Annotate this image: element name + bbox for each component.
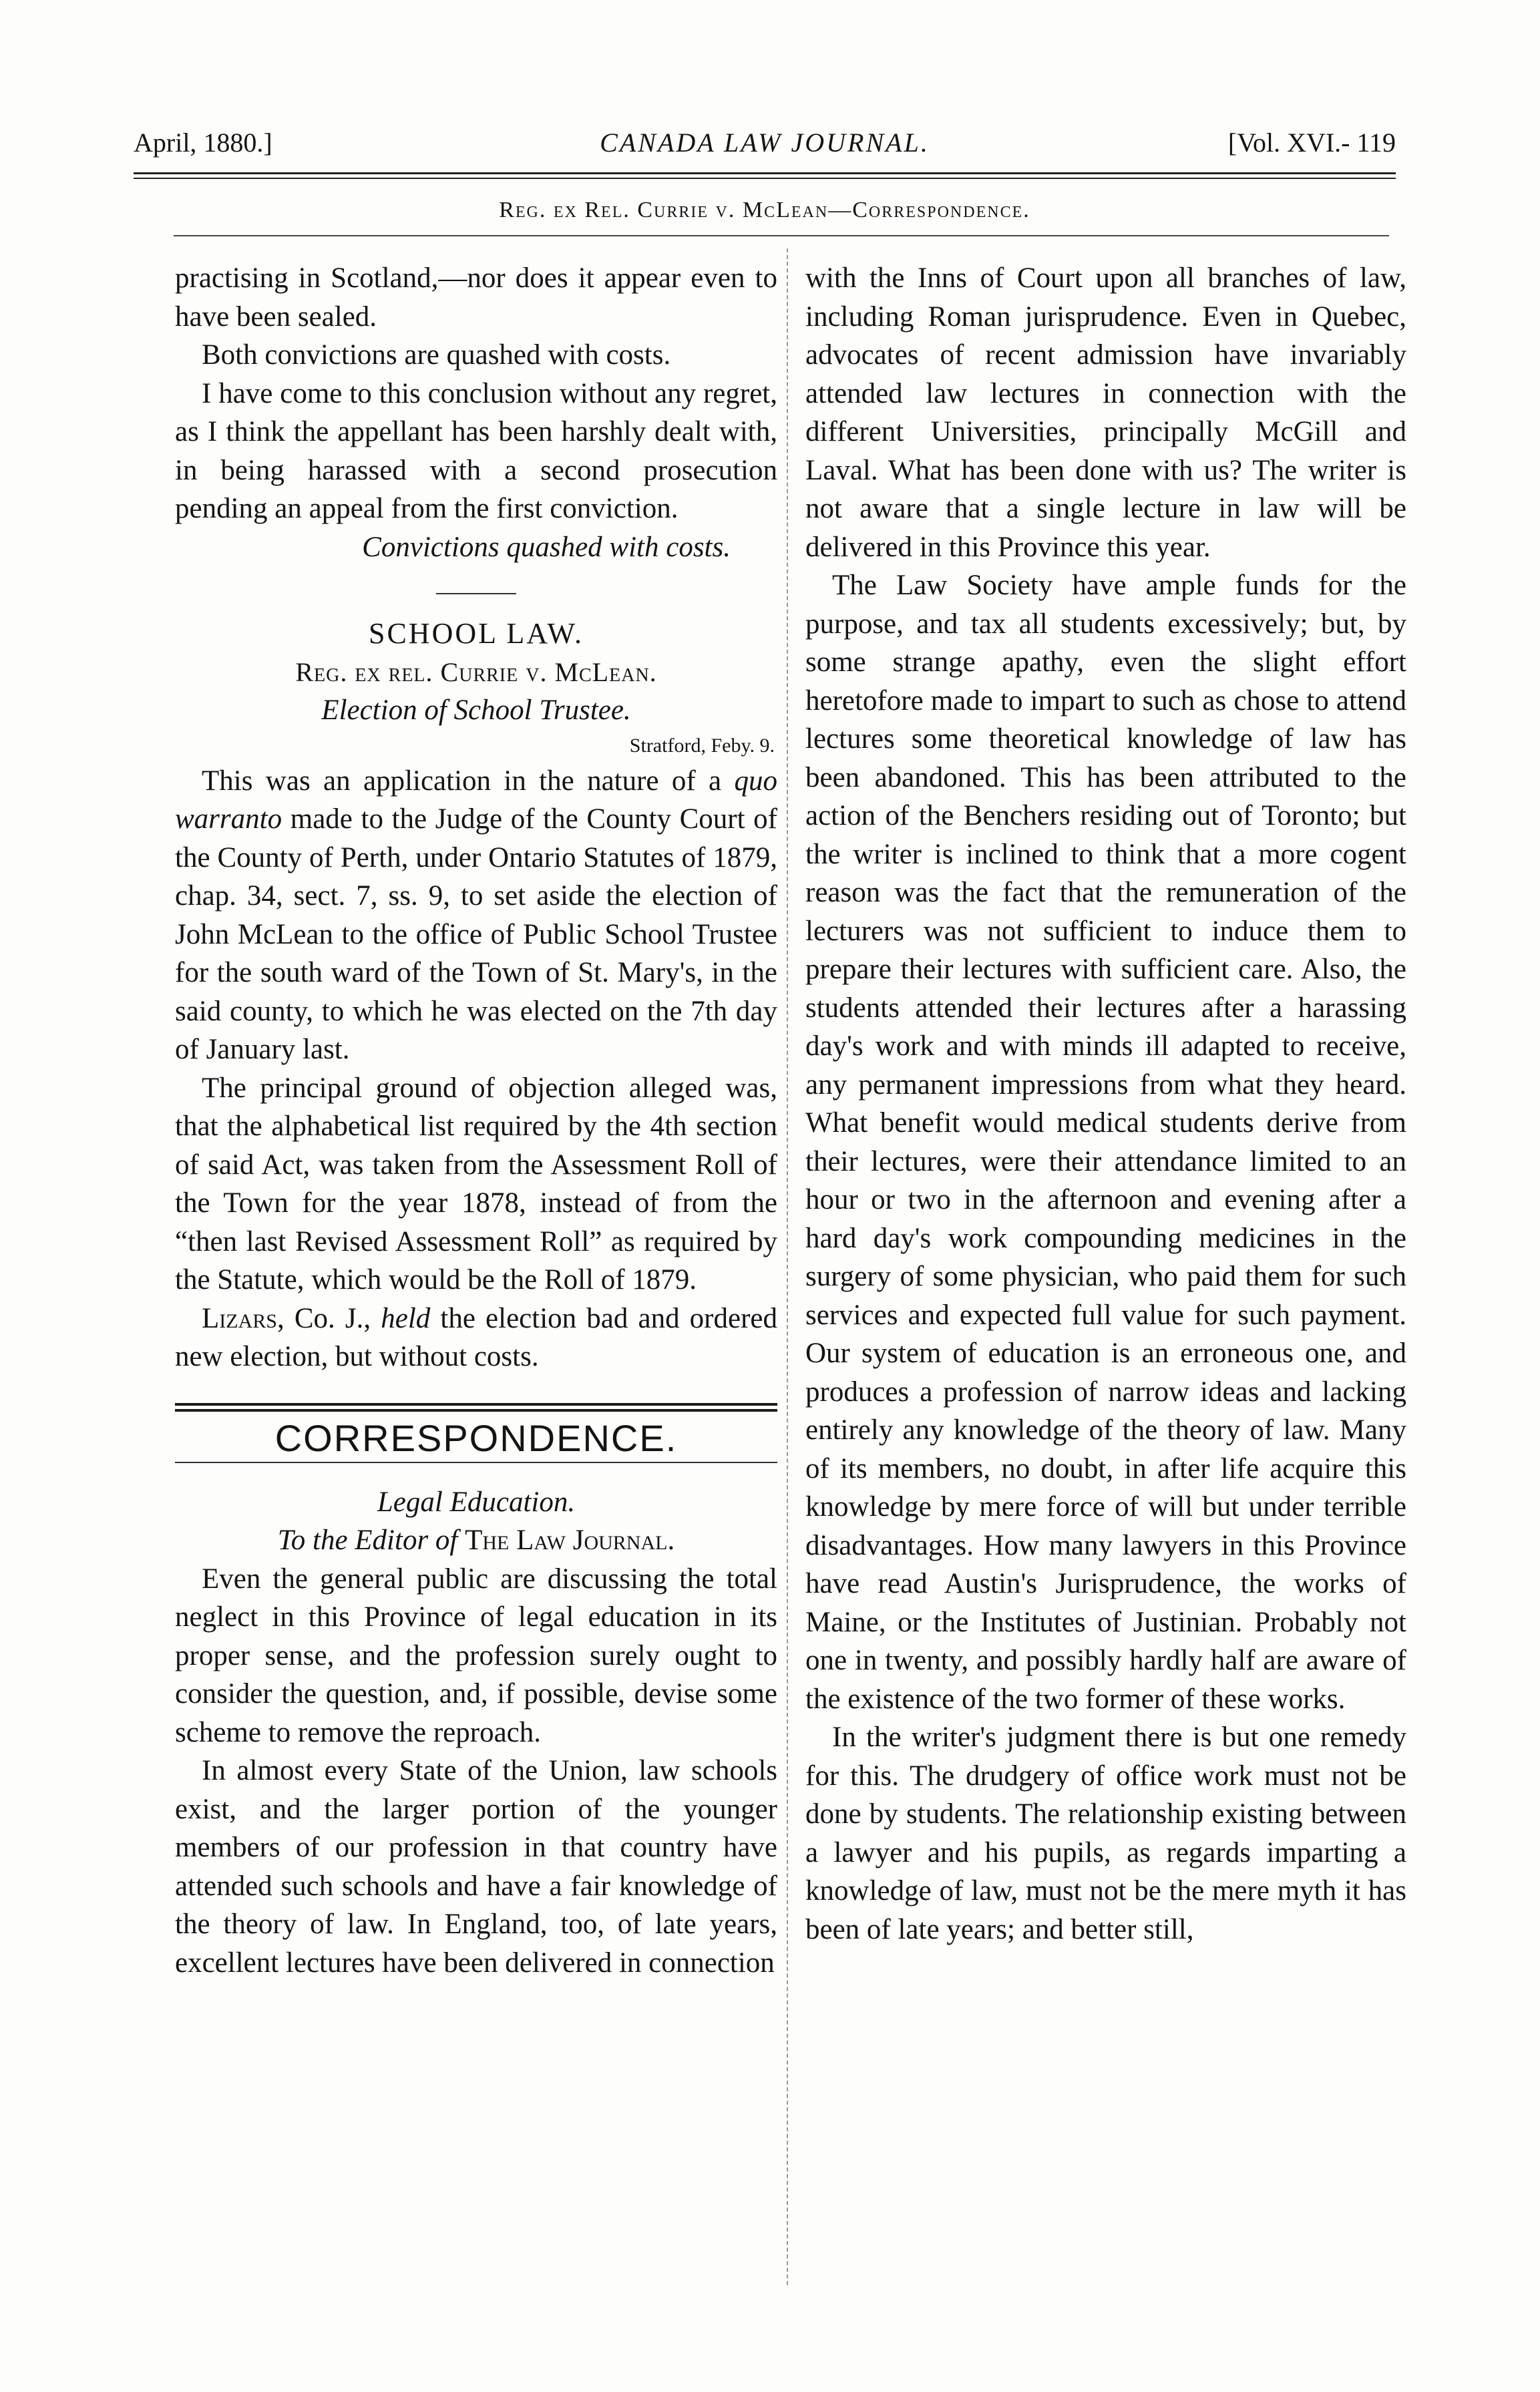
right-column <box>805 259 1406 1949</box>
case-title: Reg. ex rel. Currie v. McLean. <box>295 656 657 687</box>
header-rule <box>134 172 1396 174</box>
paragraph: The Law Society have ample funds for the purpose, and tax all students excessively; but, by some strange apathy, even the slight effort heretofore made to impart to such as chose to attend lectures some theoretical knowledge of law has been abandoned. This has been attributed to the action of the Benchers residing out of Toronto; but the writer is inclined to think that a more cogent reason was the fact that the remuneration of the lecturers was not sufficient to induce them to prepare their lectures with sufficient care. Also, the students attended their lectures after a harassing day's work and with minds ill adapted to receive, any permanent impressions from what they heard. What benefit would medical students derive from their lectures, were their attendance limited to an hour or two in the afternoon and evening after a hard day's work compounding medicines in the surgery of some physician, who paid them for such services and expected full value for such payment. Our system of education is an erroneous one, and produces a profession of narrow ideas and lacking entirely any knowledge of the theory of law. Many of its members, no doubt, in after life acquire this knowledge by mere force of will but under terrible disadvantages. How many lawyers in this Province have read Austin's Jurisprudence, the works of Maine, or the Institutes of Justinian. Probably not one in twenty, and possibly hardly half are aware of the existence of the two former of these works. <box>805 570 1406 1715</box>
issue-date: April, 1880.] <box>134 128 272 158</box>
paragraph: I have come to this conclusion without any regret, as I think the appellant has been harshly dealt with, in being harassed with a second prosecution pending an appeal from the first conviction. <box>175 377 777 524</box>
paragraph: Both convictions are quashed with costs. <box>202 339 671 371</box>
paragraph: In the writer's judgment there is but one remedy for this. The drudgery of office work must not be done by students. The relationship existing between a lawyer and his pupils, as regards imparting a knowledge of law, must not be the mere myth it has been of late years; and better still, <box>805 1722 1406 1945</box>
left-column <box>175 259 777 1982</box>
paragraph: Lizars, Co. J., held the election bad and ordered new election, but without costs. <box>175 1302 777 1372</box>
paragraph: This was an application in the nature of a quo warranto made to the Judge of the County Court of the County of Perth, under Ontario Statutes of 1879, chap. 34, sect. 7, ss. 9, to set aside the election of John McLean to the office of Public School Trustee for the south ward of the Town of St. Mary's, in the said county, to which he was elected on the 7th day of January last. <box>175 765 777 1065</box>
section-divider <box>436 593 516 594</box>
subhead-rule <box>174 235 1389 236</box>
correspondence-heading: CORRESPONDENCE. <box>274 1416 678 1459</box>
volume-page: [Vol. XVI.- 119 <box>1227 128 1396 158</box>
paragraph: In almost every State of the Union, law schools exist, and the larger portion of the younger members of our profession in that country have attended such schools and have a fair knowledge of the theory of law. In England, too, of late years, excellent lectures have been delivered in connection <box>175 1755 777 1979</box>
journal-title: CANADA LAW JOURNAL. <box>600 128 930 158</box>
letter-title: Legal Education. <box>377 1486 576 1518</box>
running-header <box>134 127 1396 167</box>
paragraph: Even the general public are discussing the total neglect in this Province of legal education in its proper sense, and the profession surely ought to consider the question, and, if possible, devise some scheme to remove the reproach. <box>175 1563 777 1748</box>
section-title: SCHOOL LAW. <box>368 617 584 650</box>
paragraph: practising in Scotland,—nor does it appear even to have been sealed. <box>175 262 777 333</box>
paragraph: with the Inns of Court upon all branches of law, including Roman jurisprudence. Even in Quebec, advocates of recent admission have invariably attended law lectures in connection with the different Universities, principally McGill and Laval. What has been done with us? The writer is not aware that a single lecture in law will be delivered in this Province this year. <box>805 262 1406 563</box>
dateline: Stratford, Feby. 9. <box>629 734 775 757</box>
page-subhead: Reg. ex Rel. Currie v. McLean—Correspondence. <box>499 198 1030 222</box>
verdict-line: Convictions quashed with costs. <box>362 531 731 563</box>
case-subtitle: Election of School Trustee. <box>321 694 631 726</box>
paragraph: The principal ground of objection alleged was, that the alphabetical list required by the 4th section of said Act, was taken from the Assessment Roll of the Town for the year 1878, instead of from the “then last Revised Assessment Roll” as required by the Statute, which would be the Roll of 1879. <box>175 1072 777 1295</box>
double-rule <box>175 1403 777 1412</box>
letter-addressee: To the Editor of The Law Journal. <box>277 1525 675 1556</box>
header-rule-double <box>134 178 1396 179</box>
heading-rule <box>175 1462 777 1463</box>
column-divider <box>787 248 788 2285</box>
